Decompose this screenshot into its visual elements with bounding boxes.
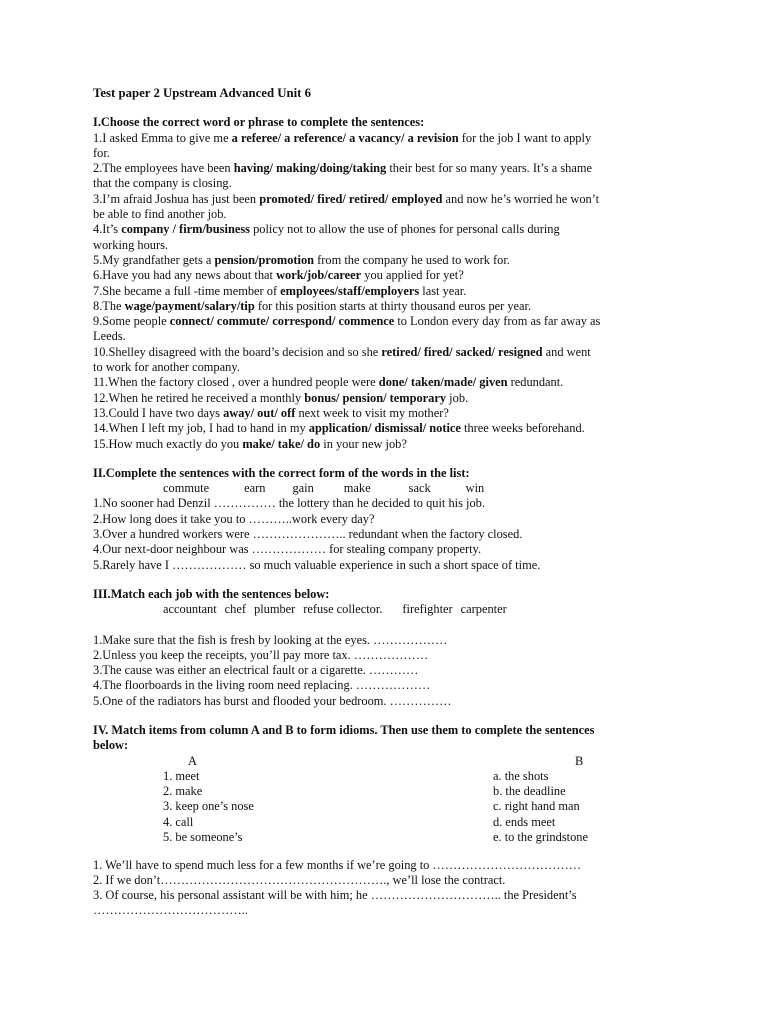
question-line (93, 131, 675, 146)
question-text: next week to visit my mother? (295, 405, 449, 420)
question-text: for the job I want to apply (458, 130, 592, 145)
answer-options: wage/payment/salary/tip (124, 298, 255, 313)
question-text: 8.The (93, 298, 125, 313)
question-line (93, 146, 675, 161)
column-b-item: b. the deadline (493, 784, 566, 799)
column-b-item: d. ends meet (493, 814, 556, 829)
question-text: in your new job? (320, 436, 407, 451)
question-item (93, 131, 675, 162)
word-list-item: make (343, 481, 371, 496)
question-line (93, 238, 675, 253)
question-text: 9.Some people (93, 314, 170, 329)
page-title: Test paper 2 Upstream Advanced Unit 6 (93, 86, 312, 100)
question-line (93, 437, 675, 452)
job-list-item: accountant (163, 602, 217, 617)
question-text: be able to find another job. (93, 207, 227, 222)
job-list (93, 602, 675, 617)
question-item (93, 268, 675, 283)
question-item (93, 192, 675, 223)
question-item (93, 421, 675, 436)
question-line (93, 161, 675, 176)
idiom-sentence: 2. If we don’t………………………………………………., we’ll lose the contract. (93, 872, 506, 887)
question-line (93, 222, 675, 237)
job-list-item: chef (224, 602, 246, 617)
section-3-heading: III.Match each job with the sentences below: (93, 586, 330, 601)
question-text: job. (446, 390, 469, 405)
question-line (93, 360, 675, 375)
question-item (93, 253, 675, 268)
question-text: 7.She became a full -time member of (93, 283, 281, 298)
question-item: 4.Our next-door neighbour was ……………… for stealing company property. (93, 542, 482, 557)
question-item: 1.Make sure that the fish is fresh by looking at the eyes. ……………… (93, 632, 448, 647)
section-4-heading-line-2: below: (93, 738, 129, 753)
question-text: you applied for yet? (361, 268, 464, 283)
column-b-label: B (575, 753, 584, 768)
question-text: 11.When the factory closed , over a hundred people were (93, 375, 379, 390)
question-line (93, 391, 675, 406)
column-a-label: A (188, 753, 197, 768)
question-line (93, 345, 675, 360)
question-text: redundant. (507, 375, 564, 390)
column-a-item: 1. meet (163, 768, 200, 783)
section-2-list (93, 496, 675, 572)
idiom-sentence: 3. Of course, his personal assistant will be with him; he ………………………….. the President’s (93, 888, 577, 903)
answer-options: make/ take/ do (242, 436, 321, 451)
question-text: for. (93, 145, 110, 160)
column-a-item: 2. make (163, 784, 203, 799)
question-text: 6.Have you had any news about that (93, 268, 277, 283)
question-item (93, 391, 675, 406)
question-item (93, 299, 675, 314)
job-list-item: firefighter (402, 602, 453, 617)
question-line (93, 375, 675, 390)
question-item: 2.How long does it take you to ………..work every day? (93, 511, 375, 526)
job-list-item: carpenter (460, 602, 507, 617)
answer-options: application/ dismissal/ notice (308, 421, 461, 436)
question-item (93, 406, 675, 421)
column-b-item: a. the shots (493, 768, 549, 783)
question-item (93, 375, 675, 390)
section-1-heading: I.Choose the correct word or phrase to complete the sentences: (93, 115, 425, 130)
question-item: 5.One of the radiators has burst and flooded your bedroom. …………… (93, 693, 452, 708)
question-line (93, 207, 675, 222)
question-item (93, 437, 675, 452)
answer-options: work/job/career (276, 268, 362, 283)
question-text: working hours. (93, 237, 169, 252)
question-text: 1.I asked Emma to give me (93, 130, 232, 145)
question-text: 5.My grandfather gets a (93, 252, 215, 267)
question-item: 3.Over a hundred workers were ………………….. redundant when the factory closed. (93, 527, 523, 542)
question-text: 15.How much exactly do you (93, 436, 243, 451)
answer-options: company / firm/business (121, 222, 250, 237)
question-item (93, 314, 675, 345)
question-item (93, 161, 675, 192)
answer-options: connect/ commute/ correspond/ commence (169, 314, 395, 329)
answer-options: away/ out/ off (223, 405, 296, 420)
question-line (93, 329, 675, 344)
question-text: for this position starts at thirty thousand euros per year. (254, 298, 532, 313)
question-line (93, 299, 675, 314)
idiom-sentence: 1. We’ll have to spend much less for a few months if we’re going to ……………………………… (93, 857, 582, 872)
question-line (93, 406, 675, 421)
job-list-item: refuse collector. (303, 602, 383, 617)
question-item: 3.The cause was either an electrical fault or a cigarette. ………… (93, 663, 419, 678)
column-b-item: e. to the grindstone (493, 830, 588, 845)
question-line (93, 192, 675, 207)
question-item: 2.Unless you keep the receipts, you’ll pay more tax. ……………… (93, 647, 429, 662)
column-a-item: 5. be someone’s (163, 830, 243, 845)
question-text: and went (542, 344, 591, 359)
answer-options: retired/ fired/ sacked/ resigned (381, 344, 543, 359)
word-list-item: sack (408, 481, 431, 496)
question-text: 4.It’s (93, 222, 122, 237)
answer-options: bonus/ pension/ temporary (304, 390, 447, 405)
question-text: 14.When I left my job, I had to hand in my (93, 421, 309, 436)
question-item (93, 345, 675, 376)
section-3-list (93, 633, 675, 709)
section-2-heading: II.Complete the sentences with the correct form of the words in the list: (93, 465, 470, 480)
section-4-heading-line-1: IV. Match items from column A and B to form idioms. Then use them to complete the sentences (93, 722, 595, 737)
answer-options: a referee/ a reference/ a vacancy/ a revision (231, 130, 459, 145)
question-item (93, 222, 675, 253)
question-text: 10.Shelley disagreed with the board’s decision and so she (93, 344, 382, 359)
answer-options: employees/staff/employers (280, 283, 420, 298)
section-4-heading (93, 723, 675, 754)
question-text: from the company he used to work for. (314, 252, 510, 267)
word-list-item: gain (292, 481, 314, 496)
question-text: and now he’s worried he won’t (442, 191, 600, 206)
word-list-item: earn (244, 481, 266, 496)
idiom-sentence: ……………………………….. (93, 903, 248, 918)
question-text: 2.The employees have been (93, 161, 234, 176)
question-item: 1.No sooner had Denzil …………… the lottery than he decided to quit his job. (93, 496, 485, 511)
question-text: that the company is closing. (93, 176, 232, 191)
column-a-item: 3. keep one’s nose (163, 799, 254, 814)
job-list-item: plumber (254, 602, 296, 617)
question-item: 4.The floorboards in the living room need replacing. ……………… (93, 678, 431, 693)
section-1-list (93, 131, 675, 452)
question-text: 12.When he retired he received a monthly (93, 390, 305, 405)
question-line (93, 314, 675, 329)
question-text: Leeds. (93, 329, 126, 344)
answer-options: having/ making/doing/taking (233, 161, 387, 176)
question-text: policy not to allow the use of phones for personal calls during (249, 222, 560, 237)
column-b-item: c. right hand man (493, 799, 580, 814)
question-line (93, 421, 675, 436)
word-list-item: commute (163, 481, 210, 496)
question-item (93, 284, 675, 299)
question-item: 5.Rarely have I ……………… so much valuable experience in such a short space of time. (93, 557, 541, 572)
section-4-sentences (93, 858, 675, 919)
column-a-item: 4. call (163, 814, 194, 829)
idiom-columns (93, 754, 675, 849)
question-text: their best for so many years. It’s a shame (386, 161, 593, 176)
word-list (93, 481, 675, 496)
answer-options: done/ taken/made/ given (378, 375, 508, 390)
question-line (93, 176, 675, 191)
answer-options: pension/promotion (214, 252, 315, 267)
question-text: 3.I’m afraid Joshua has just been (93, 191, 260, 206)
worksheet-content (93, 86, 675, 919)
question-text: to work for another company. (93, 360, 240, 375)
question-text: to London every day from as far away as (394, 314, 601, 329)
question-line (93, 268, 675, 283)
answer-options: promoted/ fired/ retired/ employed (259, 191, 443, 206)
question-line (93, 284, 675, 299)
question-text: 13.Could I have two days (93, 405, 224, 420)
question-line (93, 253, 675, 268)
question-text: last year. (419, 283, 467, 298)
question-text: three weeks beforehand. (460, 421, 585, 436)
word-list-item: win (465, 481, 485, 496)
